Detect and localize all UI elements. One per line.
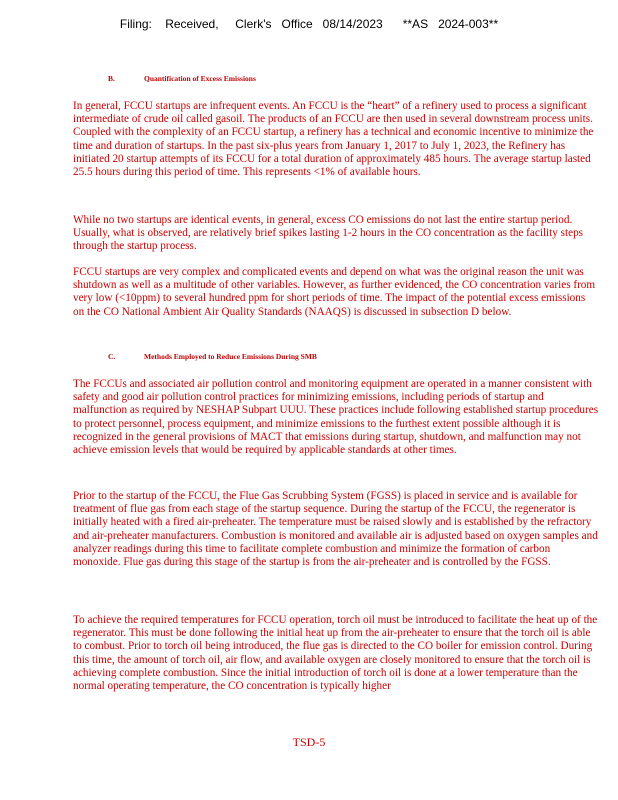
- page-number: TSD-5: [292, 735, 326, 749]
- paragraph: FCCU startups are very complex and complicated events and depend on what was the original reason the unit was shutdown as well as a multitude of other variables. However, as further evidenced, the CO concentration varies from very low (<10ppm) to several hundred ppm for short periods of time. The impact of the potential excess emissions on the CO National Ambient Air Quality Standards (NAAQS) is discussed in subsection D below.: [73, 266, 596, 318]
- paragraph: The FCCUs and associated air pollution control and monitoring equipment are operated in a manner consistent with safety and good air pollution control practices for minimizing emissions, including periods of startup and malfunction as required by NESHAP Subpart UUU. These practices include following established startup procedures to protect personnel, process equipment, and minimize emissions to the furthest extent possible although it is recognized in the general provisions of MACT that emissions during startup, shutdown, and malfunction may not achieve emission levels that would be required by applicable standards at other times.: [73, 378, 599, 457]
- section-heading-c: [108, 352, 317, 361]
- paragraph: While no two startups are identical events, in general, excess CO emissions do not last the entire startup period. Usually, what is observed, are relatively brief spikes lasting 1-2 hours in the CO concentration as the facility steps through the startup process.: [73, 214, 584, 253]
- section-title: Methods Employed to Reduce Emissions During SMB: [144, 352, 317, 361]
- section-title: Quantification of Excess Emissions: [144, 74, 256, 83]
- paragraph: In general, FCCU startups are infrequent events. An FCCU is the “heart” of a refinery used to process a significant intermediate of crude oil called gasoil. The products of an FCCU are then used in several downstream process units. Coupled with the complexity of an FCCU startup, a refinery has a technical and economic incentive to minimize the time and duration of startups. In the past six-plus years from January 1, 2017 to July 1, 2023, the Refinery has initiated 20 startup attempts of its FCCU for a total duration of approximately 485 hours. The average startup lasted 25.5 hours during this period of time. This represents <1% of available hours.: [73, 100, 594, 179]
- section-number: C.: [108, 352, 116, 361]
- section-heading-b: [108, 74, 256, 83]
- paragraph: To achieve the required temperatures for FCCU operation, torch oil must be introduced to facilitate the heat up of the regenerator. This must be done following the initial heat up from the air-preheater to ensure that the torch oil is able to combust. Prior to torch oil being introduced, the flue gas is directed to the CO boiler for emission control. During this time, the amount of torch oil, air flow, and available oxygen are closely monitored to ensure that the torch oil is achieving complete combustion. Since the initial introduction of torch oil is done at a lower temperature than the normal operating temperature, the CO concentration is typically higher: [73, 614, 598, 693]
- section-number: B.: [108, 74, 115, 83]
- paragraph: Prior to the startup of the FCCU, the Flue Gas Scrubbing System (FGSS) is placed in service and is available for treatment of flue gas from each stage of the startup sequence. During the startup of the FCCU, the regenerator is initially heated with a fired air-preheater. The temperature must be raised slowly and is established by the refractory and air-preheater manufacturers. Combustion is monitored and available air is adjusted based on oxygen samples and analyzer readings during this time to facilitate complete combustion and minimize the formation of carbon monoxide. Flue gas during this stage of the startup is from the air-preheater and is controlled by the FGSS.: [73, 490, 598, 569]
- filing-stamp: Filing: Received, Clerk's Office 08/14/2023 **AS 2024-003**: [119, 17, 499, 31]
